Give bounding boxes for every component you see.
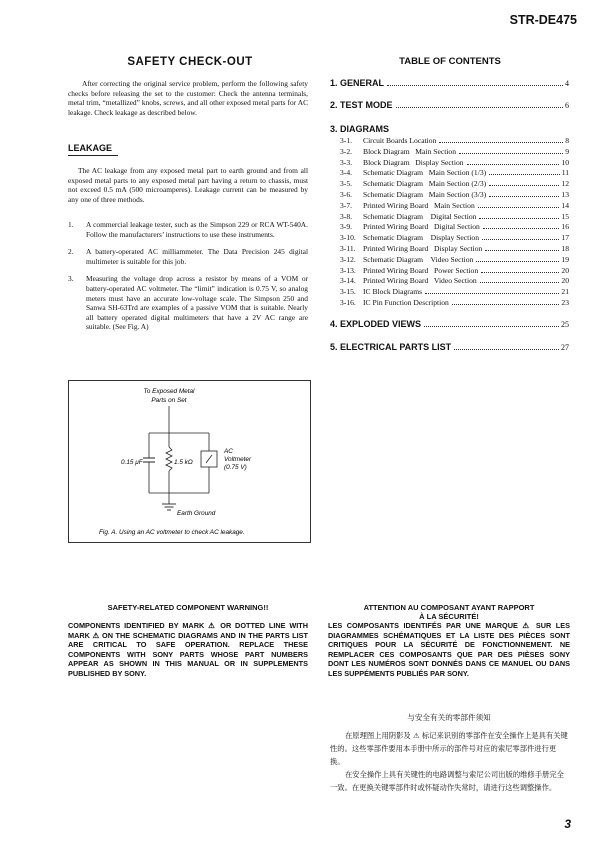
toc-entry-number: 3-14. (340, 276, 356, 286)
leader-dots (452, 304, 560, 305)
model-number: STR-DE475 (509, 13, 577, 27)
toc-entry-text: Schematic Diagram Main Section (1/3) (363, 168, 487, 178)
warning-fr-title-2: À LA SÉCURITÉ! (419, 612, 479, 621)
toc-entry-page: 12 (561, 179, 569, 189)
toc-entry-text: IC Pin Function Description (363, 298, 449, 307)
toc-diagram-entry[interactable] (340, 147, 569, 156)
meter-label-voltmeter: Voltmeter (224, 456, 252, 463)
toc-entry-number: 3-12. (340, 254, 356, 264)
toc-diagram-entry[interactable] (340, 287, 569, 296)
figure-caption: Fig. A. Using an AC voltmeter to check AC leakage. (99, 529, 245, 536)
leakage-methods-list (68, 220, 308, 340)
figure-a (68, 380, 311, 543)
toc-exploded-views[interactable] (330, 319, 569, 329)
leader-dots (459, 153, 563, 154)
toc-diagram-entry[interactable] (340, 244, 569, 253)
list-item (68, 274, 308, 332)
toc-entry-page: 17 (561, 233, 569, 243)
resistor-symbol (166, 447, 172, 471)
ground-label: Earth Ground (177, 510, 216, 517)
label-exposed-metal: To Exposed Metal (143, 388, 195, 395)
toc-exploded-page: 25 (561, 320, 569, 329)
toc-entry-number: 3-16. (340, 298, 356, 307)
toc-diagrams-label: 3. DIAGRAMS (330, 124, 390, 134)
list-item (68, 247, 308, 266)
leader-dots (479, 218, 559, 219)
toc-entry-text: Block Diagram Main Section (363, 146, 457, 156)
toc-entry-page: 14 (561, 200, 569, 210)
toc-diagram-entry[interactable] (340, 136, 569, 145)
leakage-circuit-diagram (69, 381, 310, 542)
page-number: 3 (564, 817, 571, 831)
toc-diagram-entry[interactable] (340, 298, 569, 307)
toc-entry-number: 3-5. (340, 179, 353, 189)
toc-diagram-entry[interactable] (340, 158, 569, 167)
toc-entry-page: 21 (561, 287, 569, 297)
toc-diagram-entry[interactable] (340, 168, 569, 177)
toc-entry-page: 8 (565, 136, 569, 145)
leader-dots (489, 185, 559, 186)
toc-general-page: 4 (565, 79, 569, 88)
warning-cn-p1: 在原理图上用阴影及 ⚠ 标记来识别的零部件在安全操作上是具有关键性的。这些零部件要用本手册中所示的部件号对应的索尼零部件进行更换。 (330, 731, 568, 766)
leader-dots (439, 142, 563, 143)
toc-electrical-label: 5. ELECTRICAL PARTS LIST (330, 342, 452, 352)
leader-dots (489, 196, 559, 197)
leader-dots (489, 174, 560, 175)
leakage-title: LEAKAGE (68, 143, 113, 153)
toc-entry-number: 3-11. (340, 244, 356, 253)
toc-entry-page: 13 (561, 190, 569, 199)
toc-entry-page: 19 (561, 254, 569, 264)
list-item-number: 3. (68, 274, 74, 284)
list-item-number: 2. (68, 247, 74, 257)
toc-entry-page: 10 (561, 157, 569, 167)
toc-diagram-entry[interactable] (340, 179, 569, 188)
toc-electrical-page: 27 (561, 343, 569, 352)
capacitor-value: 0.15 μF (121, 459, 143, 466)
toc-exploded-label: 4. EXPLODED VIEWS (330, 319, 422, 329)
toc-entry-text: Schematic Diagram Digital Section (363, 211, 477, 221)
leader-dots (396, 107, 563, 108)
leakage-text: The AC leakage from any exposed metal part to earth ground and from all exposed metal parts to any exposed metal part having a return to chassis, must not exceed 0.5 mA (500 microamperes). Leakage current can be measured by any one of three methods. (68, 166, 308, 204)
toc-entry-page: 20 (561, 276, 569, 286)
toc-title: TABLE OF CONTENTS (399, 56, 501, 67)
leader-dots (467, 164, 560, 165)
list-item-text: A commercial leakage tester, such as the Simpson 229 or RCA WT-540A. Follow the manufacturers’ instructions to use these instruments. (86, 220, 308, 239)
toc-diagram-entry[interactable] (340, 266, 569, 275)
toc-test-mode-page: 6 (565, 101, 569, 110)
toc-entry-text: Schematic Diagram Main Section (2/3) (363, 179, 487, 189)
list-item-number: 1. (68, 220, 74, 229)
warning-fr-body: LES COMPOSANTS IDENTIFÉS PAR UNE MARQUE ⚠ SUR LES DIAGRAMMES SCHÉMATIQUES ET LA LISTE DES PIÈCES SONT CRITIQUES POUR LA SÉCURITÉ DE FONCTIONNEMENT. NE REMPLACER CES COMPOSANTS QUE PAR DES PIÈSES SONY DONT LES NUMÉROS SONT DONNÉS DANS CE MANUEL OU DANS LES SUPPÉMENTS PUBLIÉS PAR SONY. (328, 621, 570, 678)
list-item-text: A battery-operated AC milliammeter. The Data Precision 245 digital multimeter is suitable for this job. (86, 247, 308, 266)
safety-intro: After correcting the original service problem, perform the following safety checks before releasing the set to the customer: Check the antenna terminals, metal trim, “metallized” knobs, screws, and all other exposed metal parts for AC leakage. Check leakage as described below. (68, 79, 308, 117)
toc-entry-number: 3-4. (340, 168, 353, 178)
toc-diagram-entry[interactable] (340, 255, 569, 264)
label-parts-on-set: Parts on Set (151, 397, 187, 404)
toc-entry-page: 9 (565, 146, 569, 156)
toc-diagram-entry[interactable] (340, 190, 569, 199)
meter-label-ac: AC (224, 448, 233, 455)
toc-diagram-entry[interactable] (340, 212, 569, 221)
list-item-text: Measuring the voltage drop across a resistor by means of a VOM or battery-operated AC voltmeter. The “limit” indication is 0.75 V, so analog meters must have an accurate low-voltage scale. The Simpson 250 and Sanwa SH-63Trd are examples of a passive VOM that is suitable. Nearly all battery operated digital multimeters that have a 2V AC range are suitable. (See Fig. A) (86, 274, 308, 332)
toc-entry-page: 11 (561, 168, 569, 178)
warning-fr-title-1: ATTENTION AU COMPOSANT AYANT RAPPORT (363, 603, 535, 612)
leader-dots (476, 261, 559, 262)
toc-general-label: 1. GENERAL (330, 78, 385, 88)
leader-dots (387, 85, 563, 86)
resistor-value: 1.5 kΩ (174, 459, 193, 466)
safety-title: SAFETY CHECK-OUT (127, 56, 253, 68)
toc-entry-number: 3-6. (340, 190, 353, 199)
warning-en-title: SAFETY-RELATED COMPONENT WARNING!! (107, 603, 269, 612)
meter-label-range: (0.75 V) (224, 464, 247, 471)
toc-entry-text: IC Block Diagrams (363, 287, 423, 297)
warning-en-body: COMPONENTS IDENTIFIED BY MARK ⚠ OR DOTTED LINE WITH MARK ⚠ ON THE SCHEMATIC DIAGRAMS AND IN THE PARTS LIST ARE CRITICAL TO SAFE OPERATION. REPLACE THESE COMPONENTS WITH SONY PARTS WHOSE PART NUMBERS APPEAR AS SHOWN IN THIS MANUAL OR IN SUPPLEMENTS PUBLISHED BY SONY. (68, 621, 308, 678)
toc-entry-number: 3-2. (340, 146, 353, 156)
leader-dots (454, 349, 559, 350)
toc-entry-page: 23 (561, 298, 569, 307)
toc-entry-text: Printed Wiring Board Digital Section (363, 222, 480, 232)
leader-dots (425, 293, 559, 294)
leader-dots (480, 282, 560, 283)
toc-entry-text: Block Diagram Display Section (363, 157, 464, 167)
toc-entry-number: 3-3. (340, 157, 353, 167)
toc-diagram-entry[interactable] (340, 276, 569, 285)
toc-entry-number: 3-7. (340, 200, 353, 210)
toc-entry-number: 3-9. (340, 222, 353, 232)
leakage-underline (68, 155, 118, 156)
warning-cn-title: 与安全有关的零部件须知 (407, 713, 491, 722)
toc-entry-page: 15 (561, 211, 569, 221)
toc-entry-text: Schematic Diagram Display Section (363, 233, 479, 243)
toc-diagram-entry[interactable] (340, 222, 569, 231)
voltmeter-needle (206, 455, 212, 463)
toc-entry-text: Printed Wiring Board Main Section (363, 200, 475, 210)
toc-entry-number: 3-1. (340, 136, 353, 145)
toc-entry-number: 3-10. (340, 233, 356, 243)
leader-dots (478, 207, 560, 208)
toc-entry-text: Printed Wiring Board Display Section (363, 244, 483, 253)
toc-entry-text: Printed Wiring Board Power Section (363, 265, 479, 275)
leader-dots (483, 228, 560, 229)
toc-diagram-entry[interactable] (340, 233, 569, 242)
toc-entry-page: 20 (561, 265, 569, 275)
toc-entry-number: 3-13. (340, 265, 356, 275)
toc-entry-page: 16 (561, 222, 569, 232)
toc-entry-number: 3-15. (340, 287, 356, 297)
toc-test-mode-label: 2. TEST MODE (330, 100, 393, 110)
leader-dots (424, 326, 559, 327)
leader-dots (482, 239, 559, 240)
leader-dots (485, 250, 559, 251)
toc-entry-text: Printed Wiring Board Video Section (363, 276, 477, 286)
toc-entry-text: Schematic Diagram Video Section (363, 254, 474, 264)
toc-entry-number: 3-8. (340, 211, 353, 221)
warning-cn-p2: 在安全操作上具有关键性的电路调整与索尼公司出版的维修手册完全一致。在更换关键零部件时或怀疑动作失常时，请进行这些调整操作。 (330, 770, 564, 792)
toc-diagram-entry[interactable] (340, 201, 569, 210)
toc-general[interactable] (330, 78, 569, 88)
toc-entry-page: 18 (561, 244, 569, 253)
toc-entry-text: Schematic Diagram Main Section (3/3) (363, 190, 487, 199)
toc-test-mode[interactable] (330, 100, 569, 110)
toc-electrical-parts[interactable] (330, 342, 569, 352)
toc-entry-text: Circuit Boards Location (363, 136, 437, 145)
list-item (68, 220, 308, 239)
leader-dots (481, 272, 559, 273)
